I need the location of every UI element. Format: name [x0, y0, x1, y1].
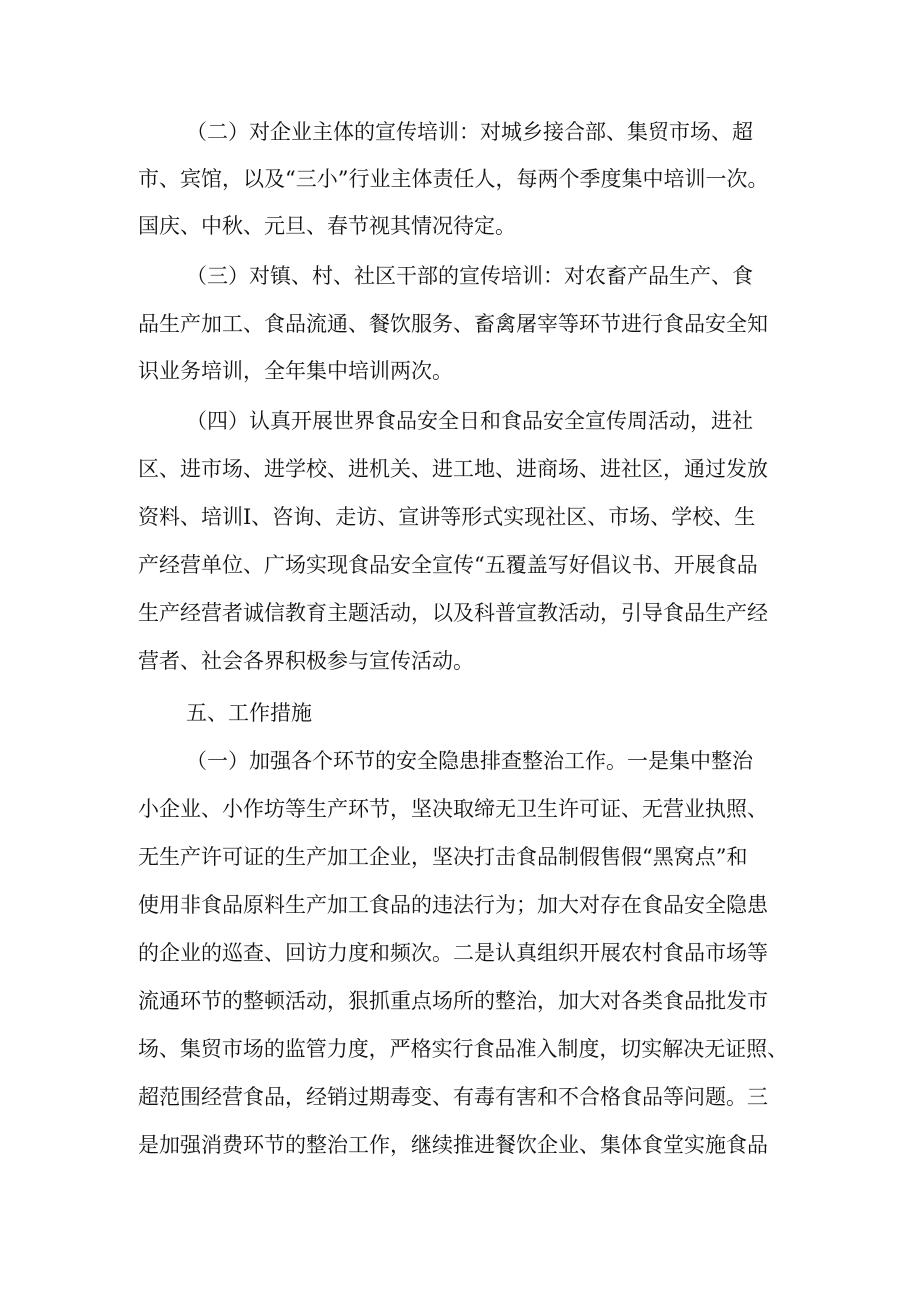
paragraph-line: 市、宾馆，以及“三小”行业主体责任人，每两个季度集中培训一次。 [138, 167, 769, 191]
paragraph-line: 的企业的巡查、回访力度和频次。二是认真组织开展农村食品市场等 [138, 941, 768, 965]
paragraph-line: 资料、培训I、咨询、走访、宣讲等形式实现社区、市场、学校、生 [138, 505, 756, 529]
paragraph-line: 使用非食品原料生产加工食品的违法行为；加大对存在食品安全隐患 [138, 893, 768, 917]
paragraph-line: （三）对镇、村、社区干部的宣传培训：对农畜产品生产、食 [186, 264, 753, 288]
paragraph-line: 识业务培训，全年集中培训两次。 [138, 359, 453, 383]
paragraph-line: （一）加强各个环节的安全隐患排查整治工作。一是集中整治 [186, 749, 753, 773]
paragraph-line: 超范围经营食品，经销过期毒变、有毒有害和不合格食品等问题。三 [138, 1085, 768, 1109]
paragraph-line: 产经营单位、广场实现食品安全宣传“五覆盖写好倡议书、开展食品 [138, 553, 758, 577]
paragraph-line: 区、进市场、进学校、进机关、进工地、进商场、进社区，通过发放 [138, 457, 768, 481]
paragraph-line: 流通环节的整顿活动，狠抓重点场所的整治，加大对各类食品批发市 [138, 989, 768, 1013]
section-heading: 五、工作措施 [186, 701, 312, 725]
paragraph-line: 营者、社会各界积极参与宣传活动。 [138, 649, 474, 673]
paragraph-line: （四）认真开展世界食品安全日和食品安全宣传周活动，进社 [186, 409, 753, 433]
paragraph-line: 生产经营者诚信教育主题活动，以及科普宣教活动，引导食品生产经 [138, 601, 768, 625]
paragraph-line: 无生产许可证的生产加工企业，坚决打击食品制假售假“黑窝点”和 [138, 845, 748, 869]
paragraph-line: 是加强消费环节的整治工作，继续推进餐饮企业、集体食堂实施食品 [138, 1133, 768, 1157]
paragraph-line: 国庆、中秋、元旦、春节视其情况待定。 [138, 214, 516, 238]
paragraph-line: 场、集贸市场的监管力度，严格实行食品准入制度，切实解决无证照、 [138, 1037, 789, 1061]
paragraph-line: 小企业、小作坊等生产环节，坚决取缔无卫生许可证、无营业执照、 [138, 797, 768, 821]
paragraph-line: （二）对企业主体的宣传培训：对城乡接合部、集贸市场、超 [186, 120, 753, 144]
paragraph-line: 品生产加工、食品流通、餐饮服务、畜禽屠宰等环节进行食品安全知 [138, 312, 768, 336]
